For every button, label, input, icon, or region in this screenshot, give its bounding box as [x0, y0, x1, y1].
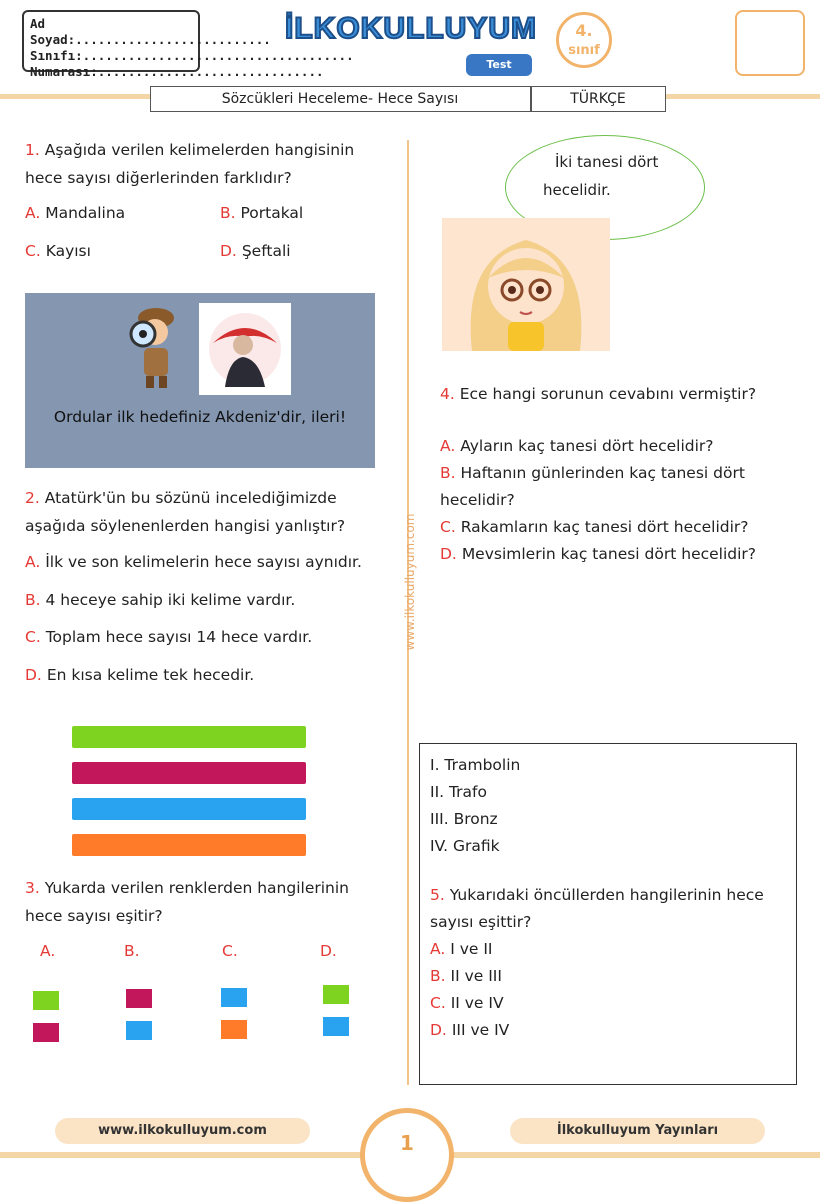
question-4 — [440, 380, 800, 408]
option-text: Şeftali — [241, 242, 291, 260]
q4-text: Ece hangi sorunun cevabını vermiştir? — [459, 385, 757, 403]
option-text: I ve II — [450, 940, 493, 958]
q1-option-a[interactable] — [25, 204, 125, 222]
option-letter: B. — [220, 204, 236, 222]
premise-4: IV. Grafik — [430, 837, 500, 855]
option-letter: D. — [25, 666, 42, 684]
grade-badge — [556, 12, 612, 68]
q3-c-square-1 — [221, 988, 247, 1007]
q3-number: 3. — [25, 879, 40, 897]
option-letter: A. — [430, 940, 446, 958]
option-text: Toplam hece sayısı 14 hece vardır. — [45, 628, 313, 646]
q4-option-b-cont — [440, 491, 515, 509]
option-text: Rakamların kaç tanesi dört hecelidir? — [460, 518, 749, 536]
q3-d-square-1 — [323, 985, 349, 1004]
option-letter: A. — [25, 553, 41, 571]
q1-option-d[interactable] — [220, 242, 291, 260]
worksheet-title: Sözcükleri Heceleme- Hece Sayısı — [221, 91, 459, 107]
q3-d-square-2 — [323, 1017, 349, 1036]
side-url: www.ilkokulluyum.com — [403, 513, 417, 651]
q4-option-a[interactable] — [440, 437, 714, 455]
footer-publisher: İlkokulluyum Yayınları — [510, 1118, 765, 1144]
q4-option-b[interactable] — [440, 464, 745, 482]
q3-b-square-1 — [126, 989, 152, 1008]
q4-option-c[interactable] — [440, 518, 749, 536]
q2-text-line1: Atatürk'ün bu sözünü incelediğimizde — [44, 489, 337, 507]
q3-c-square-2 — [221, 1020, 247, 1039]
option-text: Kayısı — [45, 242, 91, 260]
q1-option-b[interactable] — [220, 204, 303, 222]
q3-option-d-label[interactable]: D. — [320, 942, 337, 960]
q3-a-square-2 — [33, 1023, 59, 1042]
option-letter: C. — [440, 518, 456, 536]
option-text: hecelidir? — [440, 491, 515, 509]
option-text: En kısa kelime tek hecedir. — [46, 666, 255, 684]
ataturk-quote: Ordular ilk hedefiniz Akdeniz'dir, ileri! — [53, 408, 347, 426]
class-field[interactable]: Sınıfı:.................................... — [30, 48, 354, 63]
girl-illustration — [442, 218, 610, 351]
q5-option-a[interactable] — [430, 940, 492, 958]
premise-list — [430, 752, 520, 860]
question-1 — [25, 136, 395, 192]
option-letter: D. — [440, 545, 457, 563]
q5-option-d[interactable] — [430, 1021, 509, 1039]
option-letter: C. — [430, 994, 446, 1012]
magenta-bar — [72, 762, 306, 784]
grade-word: sınıf — [568, 43, 600, 58]
premise-3: III. Bronz — [430, 810, 498, 828]
q5-text-line2: sayısı eşittir? — [430, 913, 532, 931]
q2-text-line2: aşağıda söylenenlerden hangisi yanlıştır? — [25, 517, 346, 535]
q3-text-line2: hece sayısı eşitir? — [25, 907, 163, 925]
option-text: Mevsimlerin kaç tanesi dört hecelidir? — [461, 545, 757, 563]
question-2 — [25, 484, 395, 540]
option-text: Haftanın günlerinden kaç tanesi dört — [460, 464, 745, 482]
option-text: II ve IV — [450, 994, 504, 1012]
option-letter: D. — [430, 1021, 447, 1039]
footer-website[interactable]: www.ilkokulluyum.com — [55, 1118, 310, 1144]
photo-box — [735, 10, 805, 76]
q1-text-line1: Aşağıda verilen kelimelerden hangisinin — [44, 141, 355, 159]
option-text: 4 heceye sahip iki kelime vardır. — [45, 591, 296, 609]
q3-a-square-1 — [33, 991, 59, 1010]
q3-option-b-label[interactable]: B. — [124, 942, 140, 960]
option-letter: A. — [440, 437, 456, 455]
q3-option-c-label[interactable]: C. — [222, 942, 238, 960]
q4-option-d[interactable] — [440, 545, 756, 563]
q5-text-line1: Yukarıdaki öncüllerden hangilerinin hece — [449, 886, 764, 904]
option-text: Portakal — [240, 204, 304, 222]
page-number: 1 — [360, 1108, 454, 1202]
question-3 — [25, 874, 395, 930]
green-bar — [72, 726, 306, 748]
q2-option-b[interactable] — [25, 591, 295, 609]
option-text: III ve IV — [451, 1021, 510, 1039]
q4-number: 4. — [440, 385, 455, 403]
option-text: Mandalina — [45, 204, 126, 222]
q1-text-line2: hece sayısı diğerlerinden farklıdır? — [25, 169, 292, 187]
student-info-box — [22, 10, 354, 79]
q3-b-square-2 — [126, 1021, 152, 1040]
speech-text — [543, 148, 683, 204]
orange-bar — [72, 834, 306, 856]
option-letter: A. — [25, 204, 41, 222]
option-text: Ayların kaç tanesi dört hecelidir? — [460, 437, 714, 455]
grade-number: 4. — [575, 21, 593, 40]
q2-option-c[interactable] — [25, 628, 312, 646]
q3-option-a-label[interactable]: A. — [40, 942, 56, 960]
q5-option-b[interactable] — [430, 967, 502, 985]
ataturk-photo — [199, 303, 291, 395]
premise-2: II. Trafo — [430, 783, 487, 801]
test-badge: Test — [466, 54, 532, 76]
option-letter: B. — [440, 464, 456, 482]
q2-option-a[interactable] — [25, 553, 362, 571]
q2-number: 2. — [25, 489, 40, 507]
option-letter: C. — [25, 628, 41, 646]
detective-illustration — [126, 298, 184, 392]
q1-option-c[interactable] — [25, 242, 91, 260]
number-field[interactable]: Numarası:.............................. — [30, 64, 324, 79]
option-letter: B. — [430, 967, 446, 985]
q5-number: 5. — [430, 886, 445, 904]
option-letter: B. — [25, 591, 41, 609]
subject-label: TÜRKÇE — [570, 91, 626, 107]
option-text: İlk ve son kelimelerin hece sayısı aynıdır. — [45, 553, 362, 571]
q5-option-c[interactable] — [430, 994, 504, 1012]
q1-number: 1. — [25, 141, 40, 159]
speech-line-2: hecelidir. — [543, 181, 611, 199]
speech-line-1: İki tanesi dört — [555, 153, 659, 171]
q2-option-d[interactable] — [25, 666, 254, 684]
name-field[interactable]: Ad Soyad:.......................... — [30, 16, 271, 47]
question-5 — [430, 882, 790, 936]
option-text: II ve III — [450, 967, 502, 985]
option-letter: C. — [25, 242, 41, 260]
blue-bar — [72, 798, 306, 820]
premise-1: I. Trambolin — [430, 756, 521, 774]
option-letter: D. — [220, 242, 237, 260]
q3-text-line1: Yukarda verilen renklerden hangilerinin — [44, 879, 349, 897]
logo: İLKOKULLUYUM — [285, 12, 537, 45]
